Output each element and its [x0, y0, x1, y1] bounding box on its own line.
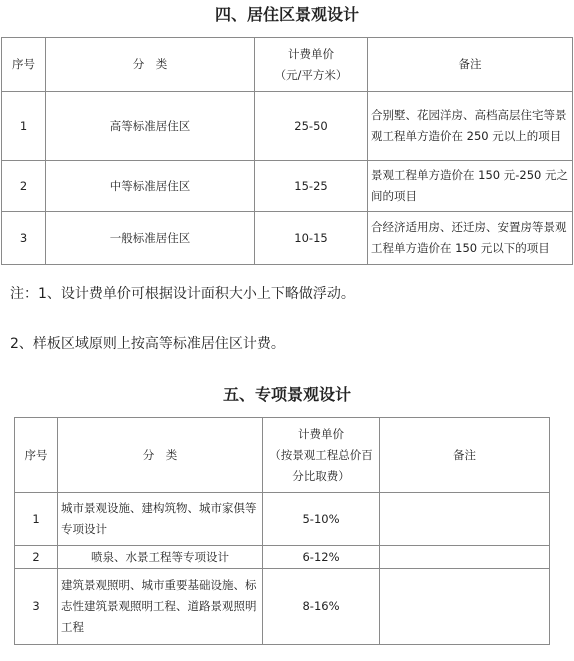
header-no: 序号: [15, 418, 58, 493]
residential-fee-table: [1, 37, 573, 265]
row-price: 25-50: [255, 92, 368, 161]
row-no: 3: [2, 212, 46, 265]
row-no: 3: [15, 569, 58, 645]
row-no: 1: [15, 493, 58, 546]
row-category: 高等标准居住区: [46, 92, 255, 161]
table-header-row: [2, 38, 573, 92]
table-row: [15, 546, 550, 569]
table-header-row: [15, 418, 550, 493]
row-remark: 合经济适用房、还迁房、安置房等景观工程单方造价在 150 元以下的项目: [368, 212, 573, 265]
header-price: [255, 38, 368, 92]
row-price: 15-25: [255, 161, 368, 212]
row-remark: [380, 569, 550, 645]
header-price-line3: 分比取费）: [292, 468, 350, 483]
section-4-title: 四、居住区景观设计: [214, 5, 359, 24]
row-remark: 景观工程单方造价在 150 元-250 元之间的项目: [368, 161, 573, 212]
row-price: 8-16%: [263, 569, 380, 645]
header-price-line1: 计费单价: [288, 46, 334, 61]
row-remark: [380, 546, 550, 569]
table-row: [2, 92, 573, 161]
row-category: 城市景观设施、建构筑物、城市家俱等专项设计: [58, 493, 263, 546]
header-category: 分 类: [58, 418, 263, 493]
row-price: 6-12%: [263, 546, 380, 569]
header-price-line2: （按景观工程总价百: [269, 447, 373, 462]
table-row: [2, 161, 573, 212]
header-remark: 备注: [380, 418, 550, 493]
row-price: 10-15: [255, 212, 368, 265]
note-line-2: 2、样板区域原则上按高等标准居住区计费。: [10, 336, 285, 352]
row-no: 2: [15, 546, 58, 569]
header-price: [263, 418, 380, 493]
row-category: 喷泉、水景工程等专项设计: [58, 546, 263, 569]
row-category: 建筑景观照明、城市重要基础设施、标志性建筑景观照明工程、道路景观照明工程: [58, 569, 263, 645]
table-row: [2, 212, 573, 265]
header-price-line2: （元/平方米）: [274, 67, 348, 82]
row-remark: 合别墅、花园洋房、高档高层住宅等景观工程单方造价在 250 元以上的项目: [368, 92, 573, 161]
header-no: 序号: [2, 38, 46, 92]
row-no: 2: [2, 161, 46, 212]
row-category: 中等标准居住区: [46, 161, 255, 212]
note-line-1: 注：1、设计费单价可根据设计面积大小上下略做浮动。: [10, 286, 355, 302]
row-category: 一般标准居住区: [46, 212, 255, 265]
special-fee-table: [14, 417, 550, 645]
table-row: [15, 493, 550, 546]
table-row: [15, 569, 550, 645]
header-remark: 备注: [368, 38, 573, 92]
row-remark: [380, 493, 550, 546]
header-price-line1: 计费单价: [298, 426, 344, 441]
header-category: 分 类: [46, 38, 255, 92]
row-price: 5-10%: [263, 493, 380, 546]
row-no: 1: [2, 92, 46, 161]
section-5-title: 五、专项景观设计: [222, 385, 351, 404]
